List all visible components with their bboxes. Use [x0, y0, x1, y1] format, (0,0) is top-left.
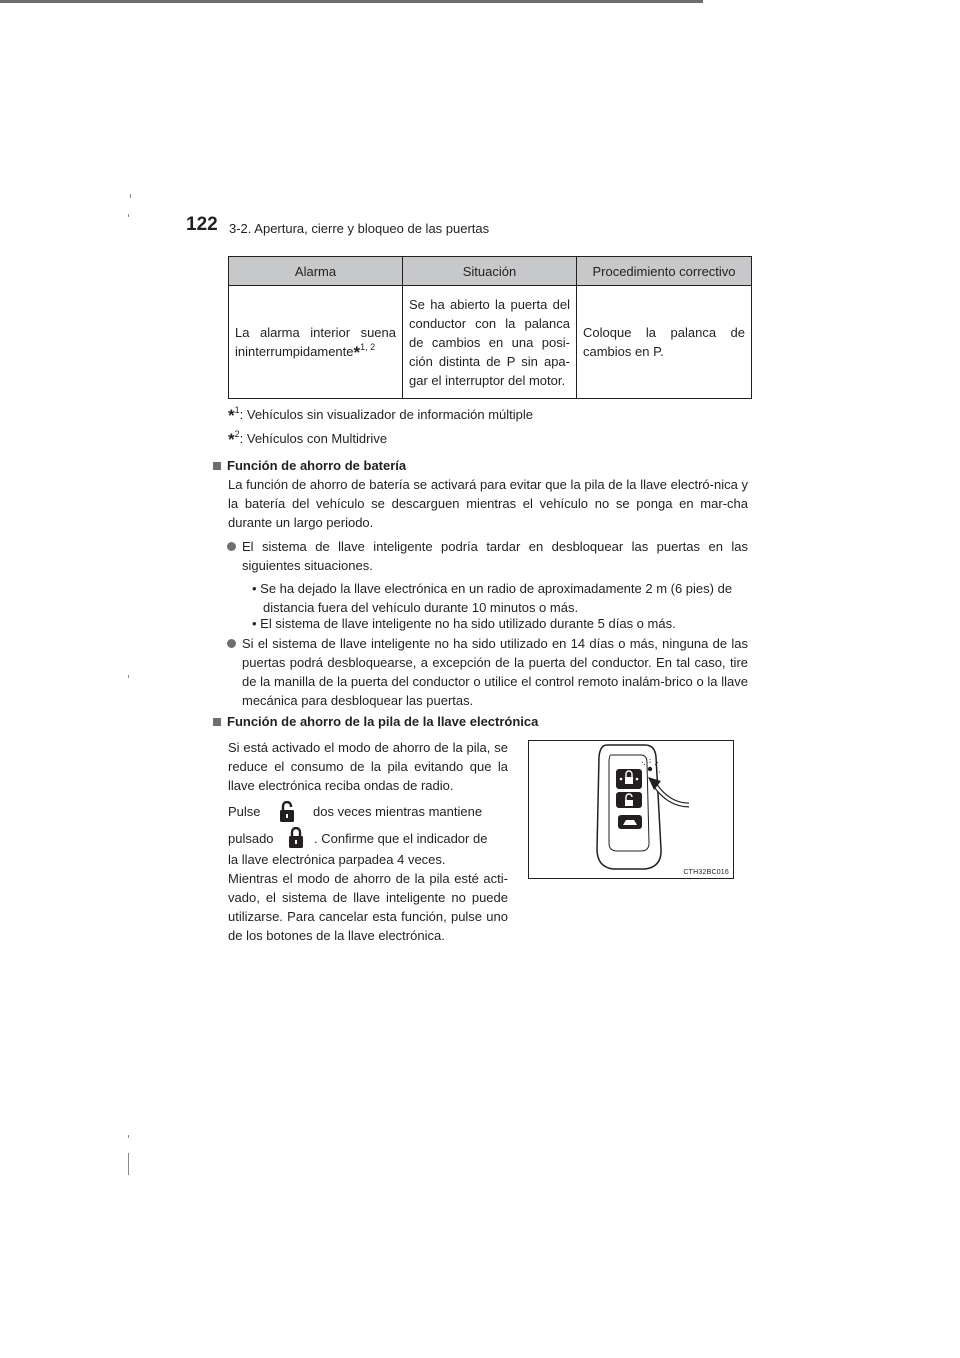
- crop-mark: [130, 194, 131, 198]
- square-bullet-icon: [213, 718, 221, 726]
- battery-saving-intro: La función de ahorro de batería se activará para evitar que la pila de la llave electró-nica y la batería del vehículo se descarguen mientras el vehículo no se ponga en mar-cha durante un largo periodo.: [228, 477, 748, 530]
- table-header-row: [229, 257, 752, 286]
- twice-text: dos veces mientras mantiene: [313, 804, 483, 819]
- table-row: [229, 286, 752, 399]
- crop-mark: [128, 1135, 129, 1138]
- column-header-procedure: Procedimiento correctivo: [577, 257, 752, 286]
- column-header-alarm: Alarma: [229, 257, 403, 286]
- bullet-2: Si el sistema de llave inteligente no ha sido utilizado en 14 días o más, ninguna de las puertas podrá desbloquearse, a excepción de la puerta del conductor. En tal caso, tire de la manilla de la puerta del conductor o utilice el control remoto inalám-brico o la llave mecánica para desbloquear las puertas.: [242, 636, 748, 708]
- unlock-icon: [278, 801, 296, 828]
- footnote-ref: 1, 2: [360, 341, 376, 352]
- key-saving-para-3: Mientras el modo de ahorro de la pila esté acti-vado, el sistema de llave inteligente no puede utilizarse. Para cancelar esta función, pulse uno de los botones de la llave electrónica.: [228, 871, 508, 943]
- smart-key-illustration: [529, 741, 733, 878]
- key-saving-para-1: Si está activado el modo de ahorro de la pila, se reduce el consumo de la pila evitando que la llave electrónica reciba ondas de radio.: [228, 740, 508, 793]
- procedure-cell: Coloque la palanca de cambios en P.: [577, 286, 752, 399]
- crop-mark: [128, 214, 129, 217]
- column-header-situation: Situación: [403, 257, 577, 286]
- confirm-end: la llave electrónica parpadea 4 veces.: [228, 852, 446, 867]
- square-bullet-icon: [213, 462, 221, 470]
- sub-bullet-2: • El sistema de llave inteligente no ha sido utilizado durante 5 días o más.: [252, 616, 676, 631]
- held-word: pulsado: [228, 831, 274, 846]
- alarm-table: [228, 256, 752, 399]
- section-title: 3-2. Apertura, cierre y bloqueo de las puertas: [229, 221, 490, 236]
- figure-code: CTH32BC016: [683, 869, 729, 876]
- header-rule: [0, 0, 703, 3]
- circle-bullet-icon: [227, 639, 236, 648]
- alarm-cell: [229, 286, 403, 399]
- footnote-star: *: [353, 342, 361, 362]
- key-battery-saving-heading: Función de ahorro de la pila de la llave electrónica: [213, 713, 538, 731]
- alarm-text: La alarma interior suena ininterrumpidamente: [235, 324, 396, 359]
- footnote-2: *$^2$: Vehículos con Multidrive: [228, 429, 388, 449]
- bullet-1: El sistema de llave inteligente podría tardar en desbloquear las puertas en las siguientes situaciones.: [242, 539, 748, 573]
- sub-bullet-1: • Se ha dejado la llave electrónica en un radio de aproximadamente 2 m (6 pies) de distancia fuera del vehículo durante 10 minutos o más.: [252, 581, 733, 615]
- situation-cell: Se ha abierto la puerta del conductor con la palanca de cambios en una posi-ción distinta de P sin apa-gar el interruptor del motor.: [403, 286, 577, 399]
- confirm-text: . Confirme que el indicador de: [314, 831, 488, 846]
- smart-key-figure: [528, 740, 734, 879]
- circle-bullet-icon: [227, 542, 236, 551]
- pulse-word: Pulse: [228, 804, 261, 819]
- battery-saving-heading: Función de ahorro de batería: [213, 457, 406, 475]
- page-number: 122: [186, 214, 218, 235]
- crop-mark: [128, 1153, 129, 1175]
- footnote-1: *$^1$: Vehículos sin visualizador de información múltiple: [228, 405, 534, 425]
- crop-mark: [128, 675, 129, 678]
